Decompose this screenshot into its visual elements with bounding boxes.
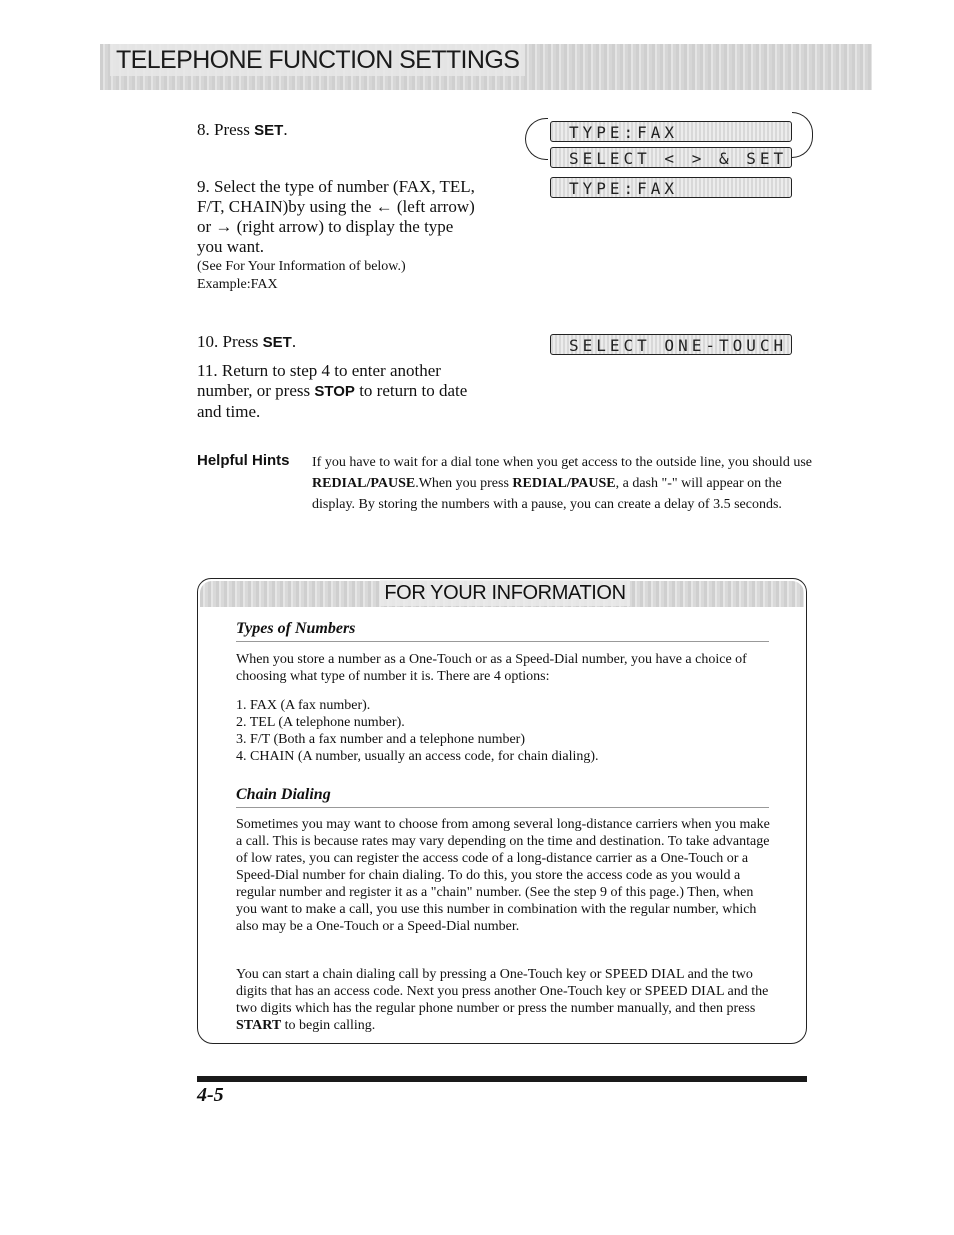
list-item: 1. FAX (A fax number). — [236, 698, 371, 713]
step-example: Example:FAX — [197, 277, 278, 292]
key-label: REDIAL/PAUSE — [312, 476, 416, 491]
step-number: 10. — [197, 332, 219, 351]
step-text: Press — [222, 332, 263, 351]
helpful-hints-label: Helpful Hints — [197, 452, 290, 469]
types-list — [236, 697, 772, 765]
key-label: SET — [254, 122, 284, 139]
step-text: Press — [214, 120, 255, 139]
helpful-hints-text: If you have to wait for a dial tone when you get access to the outside line, you should use REDIAL/PAUSE.When you press REDIAL/PAUSE, a dash "-" will appear on the display. By storing the numbers with a pause, you can create a delay of 3.5 seconds. — [312, 455, 812, 512]
step-10: 10. Press SET. — [197, 332, 297, 351]
lcd-display-select-set: SELECT < > & SET — [550, 147, 792, 168]
step-note: (See For Your Information of below.) — [197, 259, 406, 274]
list-item: 2. TEL (A telephone number). — [236, 715, 405, 730]
step-11: 11. Return to step 4 to enter another number, or press STOP to return to date and time. — [197, 361, 468, 421]
step-text: Select the type of number (FAX, TEL, F/T, CHAIN)by using the ← (left arrow) or → (right arrow) to display the type you want. — [197, 177, 475, 256]
step-number: 8. — [197, 120, 210, 139]
types-heading: Types of Numbers — [236, 619, 769, 642]
step-8: 8. Press SET. — [197, 120, 288, 139]
chain-heading: Chain Dialing — [236, 785, 769, 808]
step-9 — [197, 177, 482, 293]
cycle-bracket-left — [525, 118, 548, 160]
key-label: REDIAL/PAUSE — [512, 476, 616, 491]
list-item: 3. F/T (Both a fax number and a telephone number) — [236, 732, 525, 747]
chain-paragraph-2: You can start a chain dialing call by pressing a One-Touch key or SPEED DIAL and the two digits that has an access code. Next you press another One-Touch key or SPEED DIAL and the two digits which has the regular phone number or press the number manually, and then press START to begin calling. — [236, 967, 769, 1033]
lcd-display-select-one-touch: SELECT ONE-TOUCH — [550, 334, 792, 355]
page-title: TELEPHONE FUNCTION SETTINGS — [110, 44, 525, 76]
step-text: Return to step 4 to enter another number, or press — [197, 361, 441, 400]
types-intro: When you store a number as a One-Touch or as a Speed-Dial number, you have a choice of choosing what type of number it is. There are 4 options: — [236, 652, 747, 684]
step-number: 9. — [197, 177, 210, 196]
step-number: 11. — [197, 361, 218, 380]
key-label: START — [236, 1018, 282, 1033]
chain-paragraph-1: Sometimes you may want to choose from among several long-distance carriers when you make a call. This is because rates may vary depending on the time and destination. To take advantage of low rates, you can register the access code of a long-distance carrier as a One-Touch or a Speed-Dial number for chain dialing. To do this, you store the access code as you would a regular number and register it as a "chain" number. (See the step 9 of this page.) Then, when you want to make a call, you use this number in combination with the regular number, which also may be a One-Touch or a Speed-Dial number. — [236, 817, 770, 934]
lcd-display-type-fax: TYPE:FAX — [550, 177, 792, 198]
key-label: SET — [262, 334, 292, 351]
list-item: 4. CHAIN (A number, usually an access code, for chain dialing). — [236, 749, 599, 764]
footer-rule — [197, 1076, 807, 1082]
key-label: STOP — [314, 383, 355, 400]
page-number: 4-5 — [197, 1084, 224, 1106]
cycle-bracket-right — [792, 112, 813, 158]
lcd-display-type: TYPE:FAX — [550, 121, 792, 142]
info-title: FOR YOUR INFORMATION — [380, 580, 630, 606]
